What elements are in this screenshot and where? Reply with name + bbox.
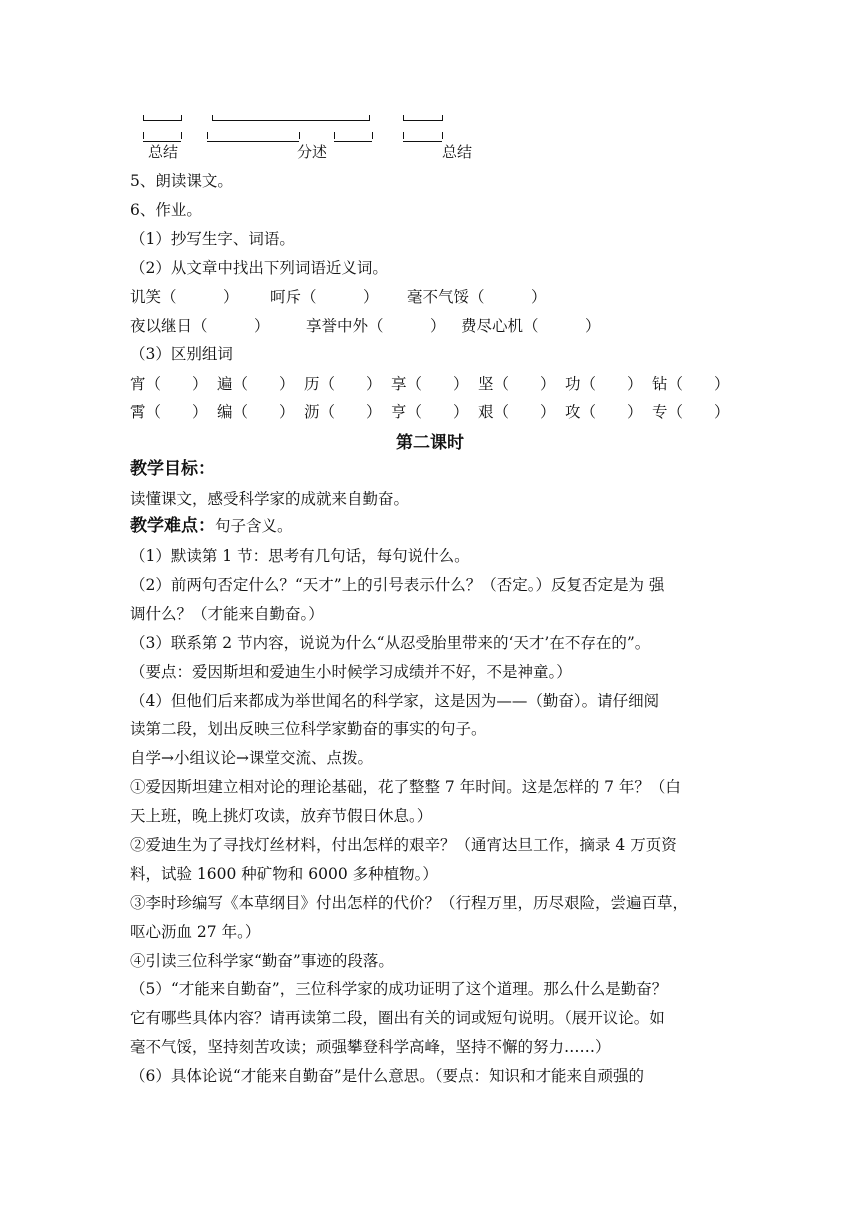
paragraph: （1）默读第 1 节：思考有几句话，每句说什么。 (130, 547, 470, 565)
synonym-item: 讥笑（ ） (130, 288, 239, 306)
char-pair-item: 坚（ ） (478, 375, 556, 393)
char-pair-item: 宵（ ） (130, 375, 208, 393)
bracket-tick (334, 132, 335, 139)
bracket-top-right (403, 120, 442, 121)
paragraph: （2）前两句否定什么？“天才”上的引号表示什么？（否定。）反复否定是为 强 (130, 576, 665, 594)
bracket-tick (372, 132, 373, 139)
synonym-item: 费尽心机（ ） (461, 317, 601, 335)
paragraph: （6）具体论说“才能来自勤奋”是什么意思。（要点：知识和才能来自顽强的 (130, 1067, 644, 1085)
char-pair-item: 遍（ ） (217, 375, 295, 393)
paragraph: 毫不气馁，坚持刻苦攻读；顽强攀登科学高峰，坚持不懈的努力……） (130, 1038, 611, 1056)
bracket-bottom-mid-b (334, 141, 372, 142)
homework-3: （3）区别组词 (130, 345, 233, 363)
bracket-bottom-mid-a (207, 141, 299, 142)
goal-heading: 教学目标： (130, 459, 215, 479)
bracket-bottom-right (403, 141, 442, 142)
bracket-tick (299, 132, 300, 139)
difficulty-text: 句子含义。 (215, 517, 293, 535)
bracket-tick (369, 115, 370, 121)
paragraph: 它有哪些具体内容？请再读第二段，圈出有关的词或短句说明。（展开议论。如 (130, 1009, 665, 1027)
paragraph: 天上班，晚上挑灯攻读，放弃节假日休息。） (130, 807, 433, 825)
bracket-top-mid (212, 120, 369, 121)
bracket-tick (442, 115, 443, 121)
char-pair-item: 沥（ ） (304, 403, 382, 421)
step-5: 5、朗读课文。 (130, 172, 233, 190)
homework-1: （1）抄写生字、词语。 (130, 230, 295, 248)
char-pair-item: 历（ ） (304, 375, 382, 393)
char-pair-item: 亨（ ） (391, 403, 469, 421)
bracket-tick (181, 132, 182, 139)
paragraph: 料，试验 1600 种矿物和 6000 多种植物。） (130, 865, 438, 883)
bracket-tick (403, 132, 404, 139)
paragraph: （3）联系第 2 节内容，说说为什么“从忍受胎里带来的‘天才’在不存在的”。 (130, 634, 651, 652)
char-pair-item: 霄（ ） (130, 403, 208, 421)
goal-text: 读懂课文，感受科学家的成就来自勤奋。 (130, 490, 410, 508)
paragraph: 自学→小组议论→课堂交流、点拨。 (130, 749, 373, 767)
bracket-tick (442, 132, 443, 139)
bracket-top-left (143, 120, 181, 121)
bracket-tick (403, 115, 404, 121)
homework-2: （2）从文章中找出下列词语近义词。 (130, 259, 388, 277)
paragraph: ③李时珍编写《本草纲目》付出怎样的代价？（行程万里，历尽艰险，尝遍百草， (130, 894, 689, 912)
diagram-label-summary-right: 总结 (442, 143, 473, 161)
char-pair-item: 编（ ） (217, 403, 295, 421)
bracket-tick (212, 115, 213, 121)
synonym-item: 享誉中外（ ） (306, 317, 446, 335)
char-pair-item: 钻（ ） (652, 375, 730, 393)
synonym-item: 夜以继日（ ） (130, 317, 270, 335)
bracket-tick (207, 132, 208, 139)
char-pair-item: 艰（ ） (478, 403, 556, 421)
paragraph: 读第二段，划出反映三位科学家勤奋的事实的句子。 (130, 720, 487, 738)
difficulty-heading: 教学难点： (130, 516, 215, 536)
synonym-item: 呵斥（ ） (270, 288, 379, 306)
diagram-label-summary-left: 总结 (148, 143, 179, 161)
paragraph: 调什么？（才能来自勤奋。） (130, 605, 324, 623)
paragraph: （5）“才能来自勤奋”，三位科学家的成功证明了这个道理。那么什么是勤奋？ (130, 980, 668, 998)
paragraph: ①爱因斯坦建立相对论的理论基础，花了整整 7 年时间。这是怎样的 7 年？（白 (130, 778, 681, 796)
difficulty-line (130, 515, 740, 537)
char-pair-item: 享（ ） (391, 375, 469, 393)
char-pair-item: 功（ ） (565, 375, 643, 393)
bracket-tick (143, 115, 144, 121)
char-pair-item: 专（ ） (652, 403, 730, 421)
paragraph: 呕心沥血 27 年。） (130, 923, 261, 941)
paragraph: （要点：爱因斯坦和爱迪生小时候学习成绩并不好，不是神童。） (130, 663, 572, 681)
char-pair-item: 攻（ ） (565, 403, 643, 421)
synonym-item: 毫不气馁（ ） (407, 288, 547, 306)
paragraph: ②爱迪生为了寻找灯丝材料，付出怎样的艰辛？（通宵达旦工作，摘录 4 万页资 (130, 836, 677, 854)
diagram-label-detail: 分述 (297, 143, 328, 161)
step-6: 6、作业。 (130, 201, 202, 219)
section-title: 第二课时 (396, 433, 464, 453)
bracket-tick (181, 115, 182, 121)
paragraph: （4）但他们后来都成为举世闻名的科学家，这是因为——（勤奋）。请仔细阅 (130, 692, 660, 710)
bracket-tick (143, 132, 144, 139)
paragraph: ④引读三位科学家“勤奋”事迹的段落。 (130, 952, 394, 970)
